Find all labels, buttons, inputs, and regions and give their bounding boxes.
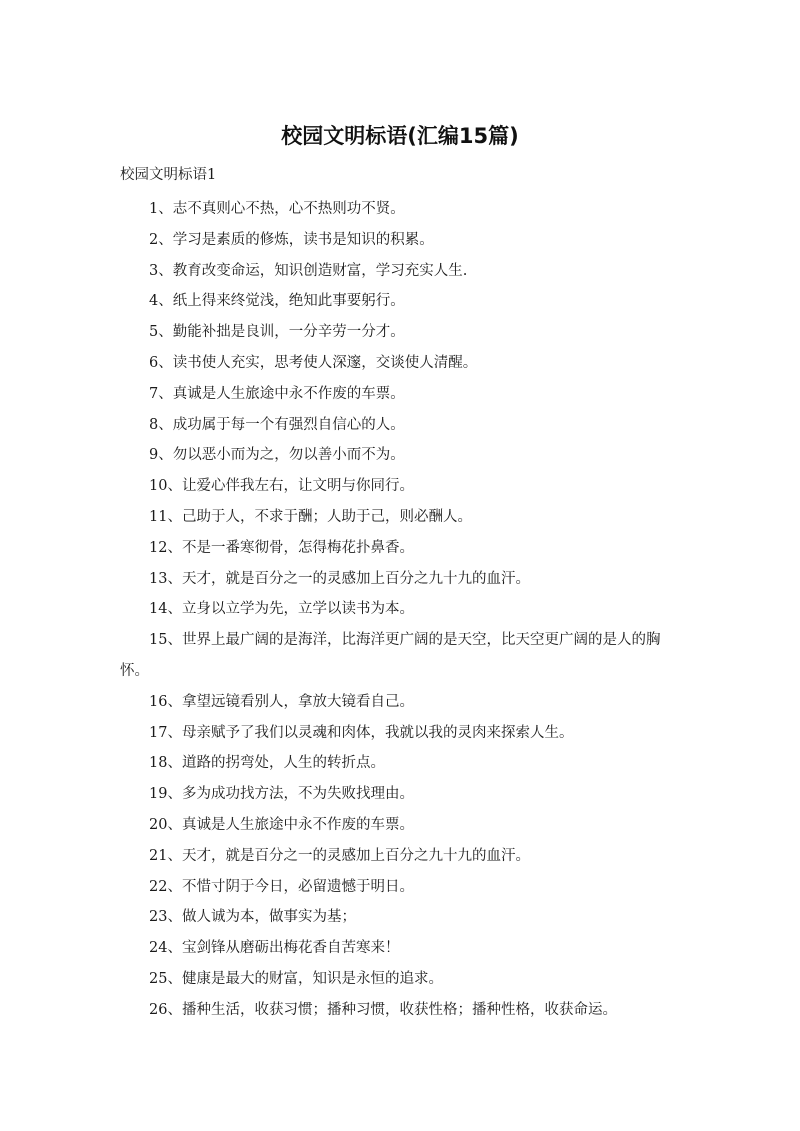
- list-item: 6、读书使人充实，思考使人深邃，交谈使人清醒。: [149, 354, 478, 371]
- list-item: 17、母亲赋予了我们以灵魂和肉体，我就以我的灵肉来探索人生。: [149, 724, 574, 741]
- list-item: 7、真诚是人生旅途中永不作废的车票。: [149, 385, 405, 402]
- list-item: 9、勿以恶小而为之，勿以善小而不为。: [149, 447, 405, 464]
- list-item: 22、不惜寸阴于今日，必留遗憾于明日。: [149, 878, 414, 895]
- list-item: 2、学习是素质的修炼，读书是知识的积累。: [149, 231, 434, 248]
- list-item: 11、己助于人，不求于酬；人助于己，则必酬人。: [149, 508, 472, 525]
- list-item: 15、世界上最广阔的是海洋，比海洋更广阔的是天空，比天空更广阔的是人的胸怀。: [120, 632, 661, 679]
- list-item: 1、志不真则心不热，心不热则功不贤。: [149, 201, 405, 217]
- list-item: 23、做人诚为本，做事实为基；: [149, 909, 356, 926]
- list-item: 20、真诚是人生旅途中永不作废的车票。: [149, 816, 414, 833]
- list-item: 10、让爱心伴我左右，让文明与你同行。: [149, 478, 414, 495]
- list-item: 14、立身以立学为先，立学以读书为本。: [149, 601, 414, 618]
- list-item: 16、拿望远镜看别人，拿放大镜看自己。: [149, 693, 414, 710]
- list-item: 5、勤能补拙是良训，一分辛劳一分才。: [149, 324, 405, 341]
- list-item: 19、多为成功找方法，不为失败找理由。: [149, 786, 414, 803]
- list-item: 13、天才，就是百分之一的灵感加上百分之九十九的血汗。: [149, 570, 530, 587]
- list-item: 3、教育改变命运，知识创造财富，学习充实人生.: [149, 262, 468, 279]
- list-item: 25、健康是最大的财富，知识是永恒的追求。: [149, 970, 443, 987]
- list-item: 8、成功属于每一个有强烈自信心的人。: [149, 416, 405, 433]
- list-item: 26、播种生活，收获习惯；播种习惯，收获性格；播种性格，收获命运。: [149, 1001, 617, 1018]
- list-item: 4、纸上得来终觉浅，绝知此事要躬行。: [149, 293, 405, 310]
- section-heading: 校园文明标语1: [120, 167, 217, 183]
- list-item: 18、道路的拐弯处，人生的转折点。: [149, 755, 385, 772]
- document-title: 校园文明标语(汇编15篇): [281, 124, 519, 148]
- list-item: 12、不是一番寒彻骨，怎得梅花扑鼻香。: [149, 539, 414, 556]
- list-item: 21、天才，就是百分之一的灵感加上百分之九十九的血汗。: [149, 847, 530, 864]
- list-item: 24、宝剑锋从磨砺出梅花香自苦寒来！: [149, 940, 400, 957]
- slogan-list: [120, 194, 680, 1026]
